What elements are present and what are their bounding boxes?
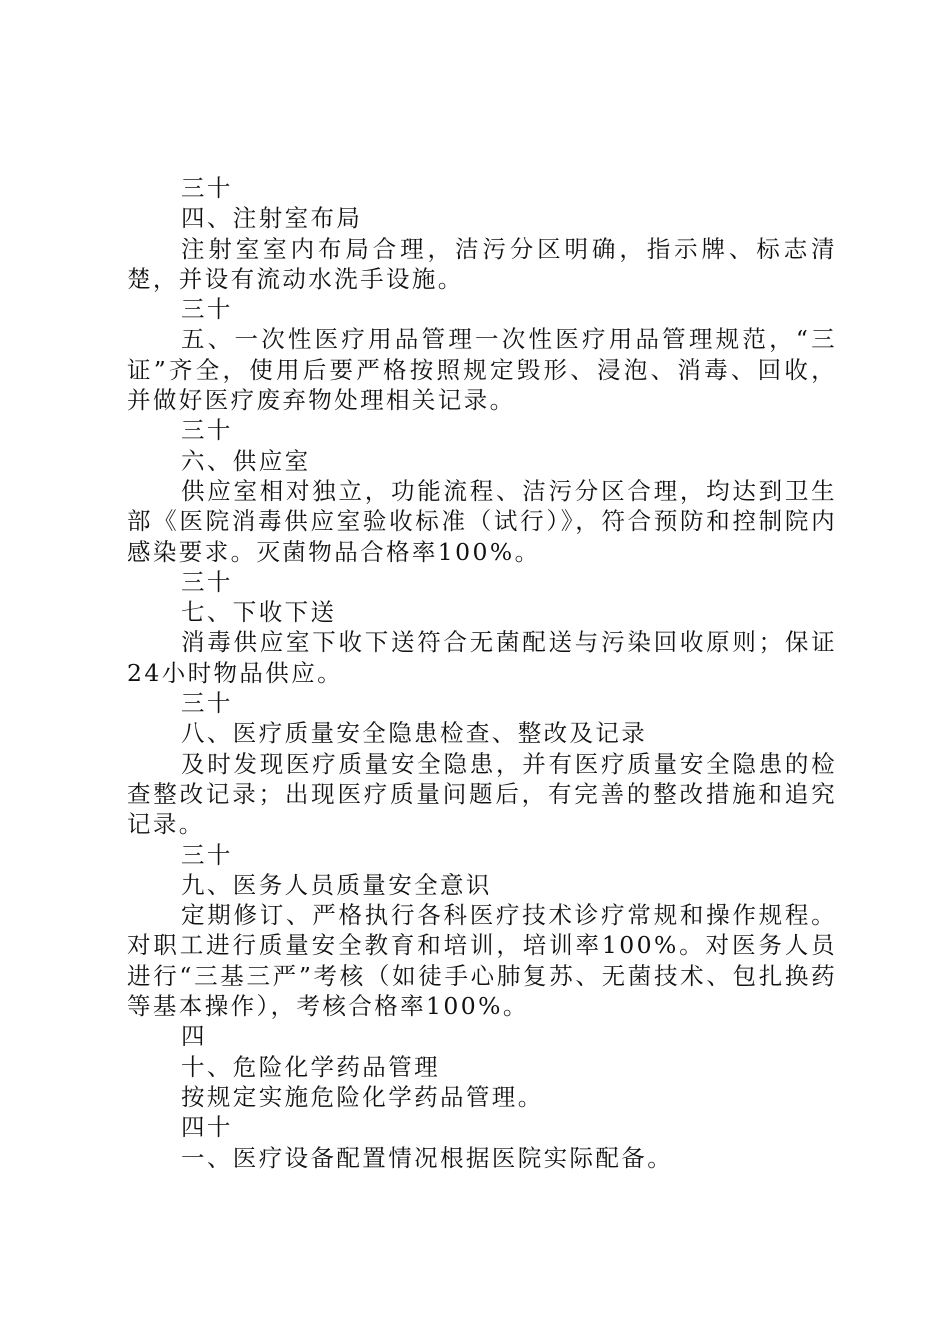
paragraph: 三十 xyxy=(181,295,233,324)
section-heading: 四、注射室布局 xyxy=(181,204,363,233)
paragraph: 注射室室内布局合理，洁污分区明确，指示牌、标志清楚，并设有流动水洗手设施。 xyxy=(127,234,837,293)
section-heading: 八、医疗质量安全隐患检查、整改及记录 xyxy=(181,719,648,748)
paragraph: 供应室相对独立，功能流程、洁污分区合理，均达到卫生部《医院消毒供应室验收标准（试行）》，符合预防和控制院内感染要求。灭菌物品合格率100%。 xyxy=(127,476,837,566)
paragraph: 三十 xyxy=(181,416,233,445)
section-heading: 十、危险化学药品管理 xyxy=(181,1052,440,1081)
paragraph: 按规定实施危险化学药品管理。 xyxy=(181,1082,544,1111)
paragraph: 消毒供应室下收下送符合无菌配送与污染回收原则；保证24小时物品供应。 xyxy=(127,628,837,687)
paragraph: 一、医疗设备配置情况根据医院实际配备。 xyxy=(181,1143,674,1172)
paragraph: 四十 xyxy=(181,1113,233,1142)
paragraph: 三十 xyxy=(181,689,233,718)
paragraph: 三十 xyxy=(181,840,233,869)
paragraph: 及时发现医疗质量安全隐患，并有医疗质量安全隐患的检查整改记录；出现医疗质量问题后，有完善的整改措施和追究记录。 xyxy=(127,749,837,839)
section-heading: 六、供应室 xyxy=(181,446,311,475)
paragraph: 四 xyxy=(181,1022,207,1051)
document-body xyxy=(127,173,837,1173)
section-heading: 七、下收下送 xyxy=(181,598,337,627)
paragraph: 三十 xyxy=(181,174,233,202)
section-heading: 九、医务人员质量安全意识 xyxy=(181,870,492,899)
paragraph: 五、一次性医疗用品管理一次性医疗用品管理规范，“三证”齐全，使用后要严格按照规定毁形、浸泡、消毒、回收，并做好医疗废弃物处理相关记录。 xyxy=(127,325,837,415)
paragraph: 定期修订、严格执行各科医疗技术诊疗常规和操作规程。对职工进行质量安全教育和培训，培训率100%。对医务人员进行“三基三严”考核（如徒手心肺复苏、无菌技术、包扎换药等基本操作），考核合格率100%。 xyxy=(127,901,837,1021)
paragraph: 三十 xyxy=(181,567,233,596)
